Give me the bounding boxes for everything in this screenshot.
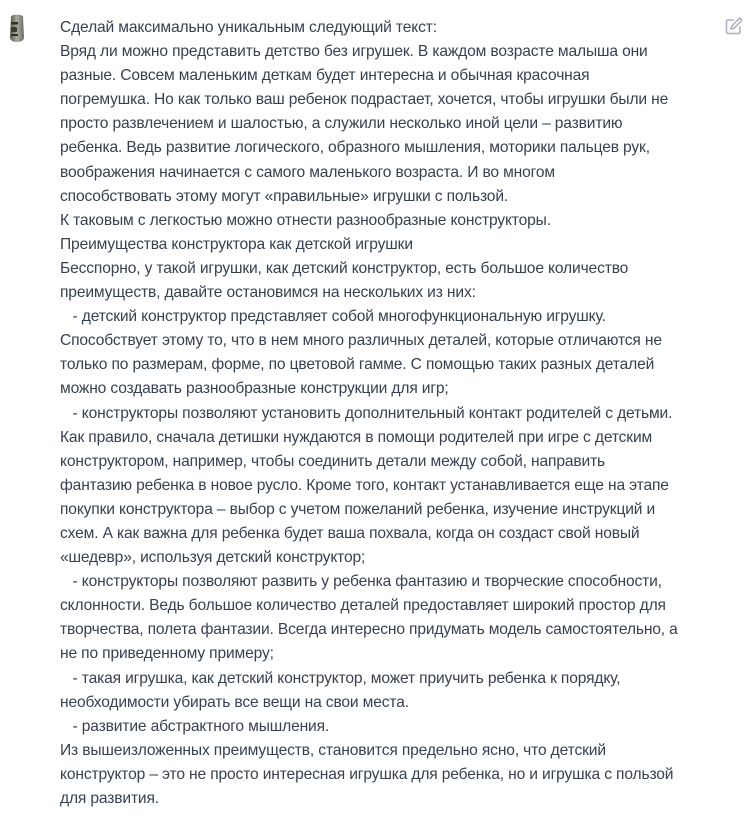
message-line: можно создавать разнообразные конструкции для игр; [60, 380, 449, 398]
user-message [60, 16, 730, 811]
message-line: Как правило, сначала детишки нуждаются в помощи родителей при игре с детским [60, 428, 653, 446]
message-line: для развития. [60, 790, 159, 807]
message-line: Способствует этому то, что в нем много различных деталей, которые отличаются не [60, 332, 662, 350]
message-line: склонности. Ведь большое количество деталей предоставляет широкий простор для [60, 597, 666, 615]
message-line: - такая игрушка, как детский конструктор, может приучить ребенка к порядку, [60, 669, 621, 687]
message-line: - развитие абстрактного мышления. [60, 717, 330, 735]
message-line: не по приведенному примеру; [60, 645, 274, 663]
user-avatar [6, 13, 28, 43]
message-line: ребенка. Ведь развитие логического, образного мышления, моторики пальцев рук, [60, 139, 650, 157]
message-line: - детский конструктор представляет собой многофункциональную игрушку. [60, 308, 606, 326]
message-line: фантазию ребенка в новое русло. Кроме того, контакт устанавливается еще на этапе [60, 476, 669, 494]
message-line: К таковым с легкостью можно отнести разнообразные конструкторы. [60, 211, 551, 229]
message-line: конструктор – это не просто интересная игрушка для ребенка, но и игрушка с пользой [60, 765, 674, 783]
message-line: «шедевр», используя детский конструктор; [60, 549, 366, 567]
message-line: творчества, полета фантазии. Всегда интересно придумать модель самостоятельно, а [60, 621, 678, 639]
message-line: способствовать этому могут «правильные» игрушки с пользой. [60, 187, 509, 205]
message-line: только по размерам, форме, по цветовой гамме. С помощью таких разных деталей [60, 356, 655, 374]
message-line: Бесспорно, у такой игрушки, как детский конструктор, есть большое количество [60, 259, 629, 277]
message-line: Вряд ли можно представить детство без игрушек. В каждом возрасте малыша они [60, 43, 648, 61]
message-line: схем. А как важна для ребенка будет ваша похвала, когда он создаст свой новый [60, 524, 640, 542]
message-line: погремушка. Но как только ваш ребенок подрастает, хочется, чтобы игрушки были не [60, 91, 669, 109]
message-line: просто развлечением и шалостью, а служили несколько иной цели – развитию [60, 115, 623, 133]
message-line: Из вышеизложенных преимуществ, становится предельно ясно, что детский [60, 741, 606, 759]
message-line: - конструкторы позволяют развить у ребенка фантазию и творческие способности, [60, 573, 662, 591]
message-line: Преимущества конструктора как детской игрушки [60, 235, 413, 253]
message-line: - конструкторы позволяют установить дополнительный контакт родителей с детьми. [60, 404, 673, 422]
message-line: конструктором, например, чтобы соединить детали между собой, направить [60, 452, 606, 470]
message-line: покупки конструктора – выбор с учетом пожеланий ребенка, изучение инструкций и [60, 500, 656, 518]
message-line: преимуществ, давайте остановимся на нескольких из них: [60, 284, 476, 302]
message-line: воображения начинается с самого маленького возраста. И во многом [60, 163, 555, 181]
message-line: разные. Совсем маленьким деткам будет интересна и обычная красочная [60, 67, 590, 85]
moai-icon [6, 13, 28, 43]
message-line: Сделай максимально уникальным следующий текст: [60, 19, 437, 36]
message-line: необходимости убирать все вещи на свои места. [60, 693, 409, 711]
